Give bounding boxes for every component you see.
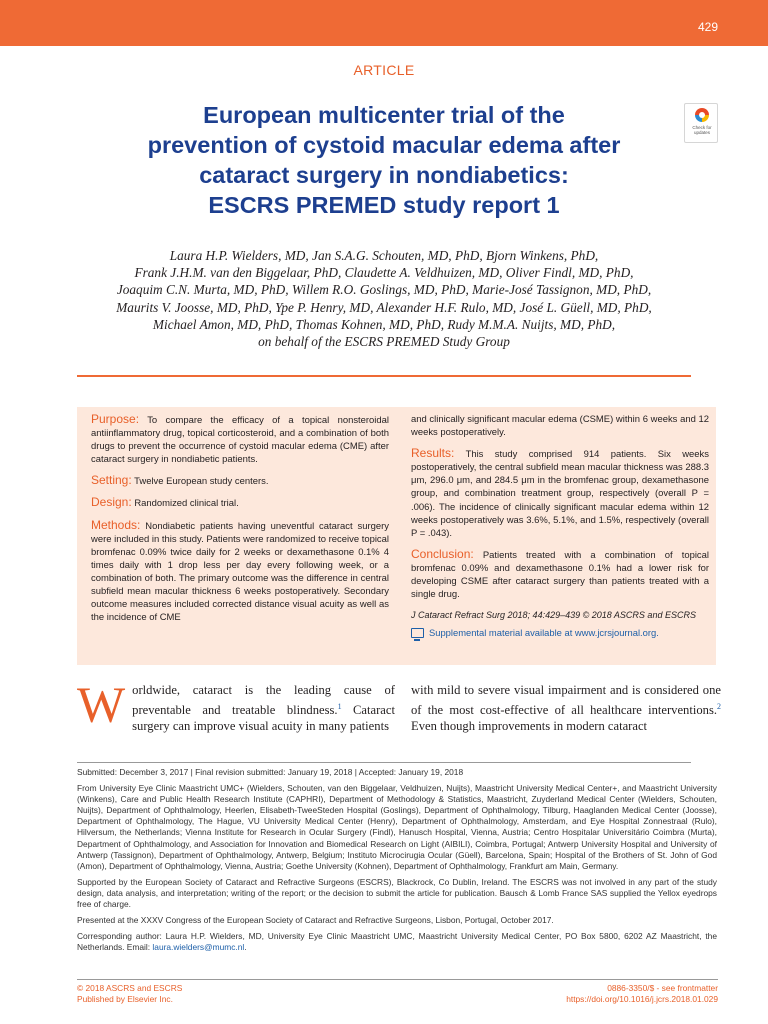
article-metadata	[77, 767, 717, 958]
body-text: Cataract surgery can improve visual acuity in many patients	[132, 702, 395, 733]
title-line: European multicenter trial of the	[203, 102, 565, 128]
divider	[77, 375, 691, 377]
submission-dates: Submitted: December 3, 2017 | Final revision submitted: January 19, 2018 | Accepted: January 19, 2018	[77, 767, 464, 777]
abstract-text: To compare the efficacy of a topical nonsteroidal antiinflammatory drug, topical corticosteroid, and a combination of both drugs to prevent the occurrence of cystoid macular edema (CME) after cataract surgery in nondiabetic patients.	[91, 415, 389, 466]
body-text: with mild to severe visual impairment and is considered one of the most cost-effective of all healthcare interventions.	[411, 683, 721, 717]
abstract-design	[91, 496, 389, 510]
author-line: Frank J.H.M. van den Biggelaar, PhD, Claudette A. Veldhuizen, MD, Oliver Findl, MD, PhD,	[134, 265, 634, 281]
reference-link[interactable]: 1	[337, 701, 342, 711]
author-line: Laura H.P. Wielders, MD, Jan S.A.G. Schouten, MD, PhD, Bjorn Winkens, PhD,	[169, 248, 599, 263]
supplemental-link[interactable]	[411, 626, 709, 639]
presentation-note: Presented at the XXXV Congress of the European Society of Cataract and Refractive Surgeons, Lisbon, Portugal, October 2017.	[77, 915, 554, 926]
abstract-methods	[91, 519, 389, 625]
abstract-text: Randomized clinical trial.	[134, 498, 239, 510]
abstract-left-column	[91, 413, 389, 632]
badge-text: Check for	[692, 125, 712, 130]
footer-right	[566, 983, 718, 1005]
section-label: ARTICLE	[353, 62, 415, 78]
corresponding-text: Corresponding author: Laura H.P. Wielders, MD, University Eye Clinic Maastricht UMC, Maastricht University Medical Center, PO Box 5800, 6202 AZ Maastricht, the Netherlands. Email:	[77, 931, 717, 953]
crossmark-icon	[695, 108, 709, 122]
issn: 0886-3350/$ - see frontmatter	[607, 983, 718, 993]
doi-link[interactable]: https://doi.org/10.1016/j.jcrs.2018.01.029	[566, 994, 718, 1004]
title-line: prevention of cystoid macular edema after	[147, 132, 621, 158]
abstract-setting	[91, 474, 389, 488]
abstract-heading: Results:	[411, 446, 455, 461]
divider	[77, 762, 691, 763]
corresponding-author: Corresponding author: Laura H.P. Wielders, MD, University Eye Clinic Maastricht UMC, Maastricht University Medical Center, PO Box 5800, 6202 AZ Maastricht, the Netherlands. Email: laura.wielders@mumc.nl.	[77, 931, 717, 953]
badge-text: updates	[693, 130, 710, 135]
author-line: Maurits V. Joosse, MD, PhD, Ype P. Henry, MD, Alexander H.F. Rulo, MD, José L. Güell, MD, PhD,	[116, 299, 652, 315]
title-line: ESCRS PREMED study report 1	[208, 192, 560, 218]
abstract-right-column	[411, 413, 709, 639]
title-line: cataract surgery in nondiabetics:	[199, 162, 569, 188]
abstract-text: Twelve European study centers.	[134, 476, 269, 488]
header-bar	[0, 0, 768, 46]
email-link[interactable]: laura.wielders@mumc.nl	[152, 942, 245, 953]
abstract-text: Patients treated with a combination of topical bromfenac 0.09% and dexamethasone 0.1% had a lower risk for developing CSME after cataract surgery than patients treated with a single drug.	[411, 549, 709, 601]
abstract-text: Nondiabetic patients having uneventful cataract surgery were included in this study. Patients were randomized to receive topical bromfenac 0.09% twice daily for 2 weeks or dexamethasone 0.1% 4 times daily with 1 drop less per day every following week, or a combination of both. The primary outcome was the difference in central subfield mean macular thickness 6 weeks postoperatively. Secondary outcome measures included corrected distance visual acuity as well as the incidence of CME	[91, 520, 389, 624]
check-for-updates-badge[interactable]	[684, 103, 718, 143]
funding-statement: Supported by the European Society of Cataract and Refractive Surgeons (ESCRS), Blackrock, Co Dublin, Ireland. The ESCRS was not involved in any part of the study design, data analysis, and interpretation; writing of the report; or the decision to submit the article for publication. Bausch & Lomb France SAS supplied the Yellox eyedrops free of charge.	[77, 876, 717, 910]
author-line: on behalf of the ESCRS PREMED Study Group	[258, 334, 510, 350]
abstract-heading: Setting:	[91, 473, 132, 488]
divider	[77, 979, 718, 980]
drop-cap: W	[77, 678, 126, 734]
author-line: Joaquim C.N. Murta, MD, PhD, Willem R.O. Goslings, MD, PhD, Marie-José Tassignon, MD, PhD,	[116, 282, 652, 298]
abstract-methods-continued: and clinically significant macular edema (CSME) within 6 weeks and 12 weeks postoperatively.	[411, 414, 709, 439]
supplemental-text[interactable]: Supplemental material available at www.jcrsjournal.org.	[429, 627, 659, 639]
reference-link[interactable]: 2	[717, 701, 721, 711]
page-number: 429	[697, 20, 718, 34]
author-list	[60, 247, 708, 350]
monitor-icon	[411, 628, 424, 638]
abstract-heading: Design:	[91, 495, 132, 510]
footer-left	[77, 983, 182, 1005]
body-text: orldwide, cataract is the leading cause of preventable and treatable blindness.	[132, 683, 395, 717]
abstract-results	[411, 447, 709, 540]
body-right-column	[411, 683, 721, 735]
author-line: Michael Amon, MD, PhD, Thomas Kohnen, MD, PhD, Rudy M.M.A. Nuijts, MD, PhD,	[152, 316, 616, 332]
abstract-conclusion	[411, 548, 709, 601]
article-title	[84, 100, 684, 220]
abstract-heading: Conclusion:	[411, 546, 474, 561]
abstract-text: This study comprised 914 patients. Six weeks postoperatively, the central subfield mean macular thickness was 288.3 μm, 296.0 μm, and 284.5 μm in the bromfenac group, dexamethasone group, and combination treatment group, respectively (overall P = .006). The incidence of clinically significant macular edema within 12 weeks postoperatively was 3.6%, 5.1%, and 1.5%, respectively (overall P = .043).	[411, 449, 709, 539]
abstract-heading: Methods:	[91, 517, 141, 532]
body-left-column	[77, 678, 395, 735]
copyright: © 2018 ASCRS and ESCRS	[77, 983, 183, 993]
body-text: Even though improvements in modern cataract	[411, 718, 648, 733]
affiliations: From University Eye Clinic Maastricht UMC+ (Wielders, Schouten, van den Biggelaar, Veldhuizen, Nuijts), Maastricht University Medical Center+, and Maastricht University (Winkens), Care and Public Health Research Institute (CAPHRI), Department of Methodology & Statistics, Maastricht, Zuyderland Medical Center (Wielders, Schouten, Nuijts), Department of Ophthalmology, Heerlen, Elisabeth-TweeSteden Hospital (Goslings), Department of Ophthalmology, Tilburg, Haaglanden Medical Center (Joosse), Department of Ophthalmology, The Hague, VU University Medical Center (Henry), Department of Ophthalmology, Amsterdam, and Eye Hospital Zonnestraal (Rulo), Hilversum, the Netherlands; Vienna Institute for Research in Ocular Surgery (Findl), Hanusch Hospital, Vienna, Austria; Centro Hospitalar Universitário Coimbra (Murta), Department of Ophthalmology, and Association for Innovation and Biomedical Research on Light (AIBILI), Coimbra, Portugal; Antwerp University Hospital and University of Antwerp (Tassignon), Department of Ophthalmology, Antwerp, Belgium; Instituto Microcirugia Ocular (Güell), Barcelona, Spain; Hospital of the Brothers of St. John of God (Amon), Department of Ophthalmology, Vienna, Austria; Goethe University (Kohnen), Department of Ophthalmology, Frankfurt am Main, Germany.	[77, 783, 717, 871]
abstract-heading: Purpose:	[91, 412, 140, 426]
publisher: Published by Elsevier Inc.	[77, 994, 173, 1004]
journal-citation: J Cataract Refract Surg 2018; 44:429–439 © 2018 ASCRS and ESCRS	[411, 610, 696, 621]
abstract-purpose	[91, 413, 389, 466]
